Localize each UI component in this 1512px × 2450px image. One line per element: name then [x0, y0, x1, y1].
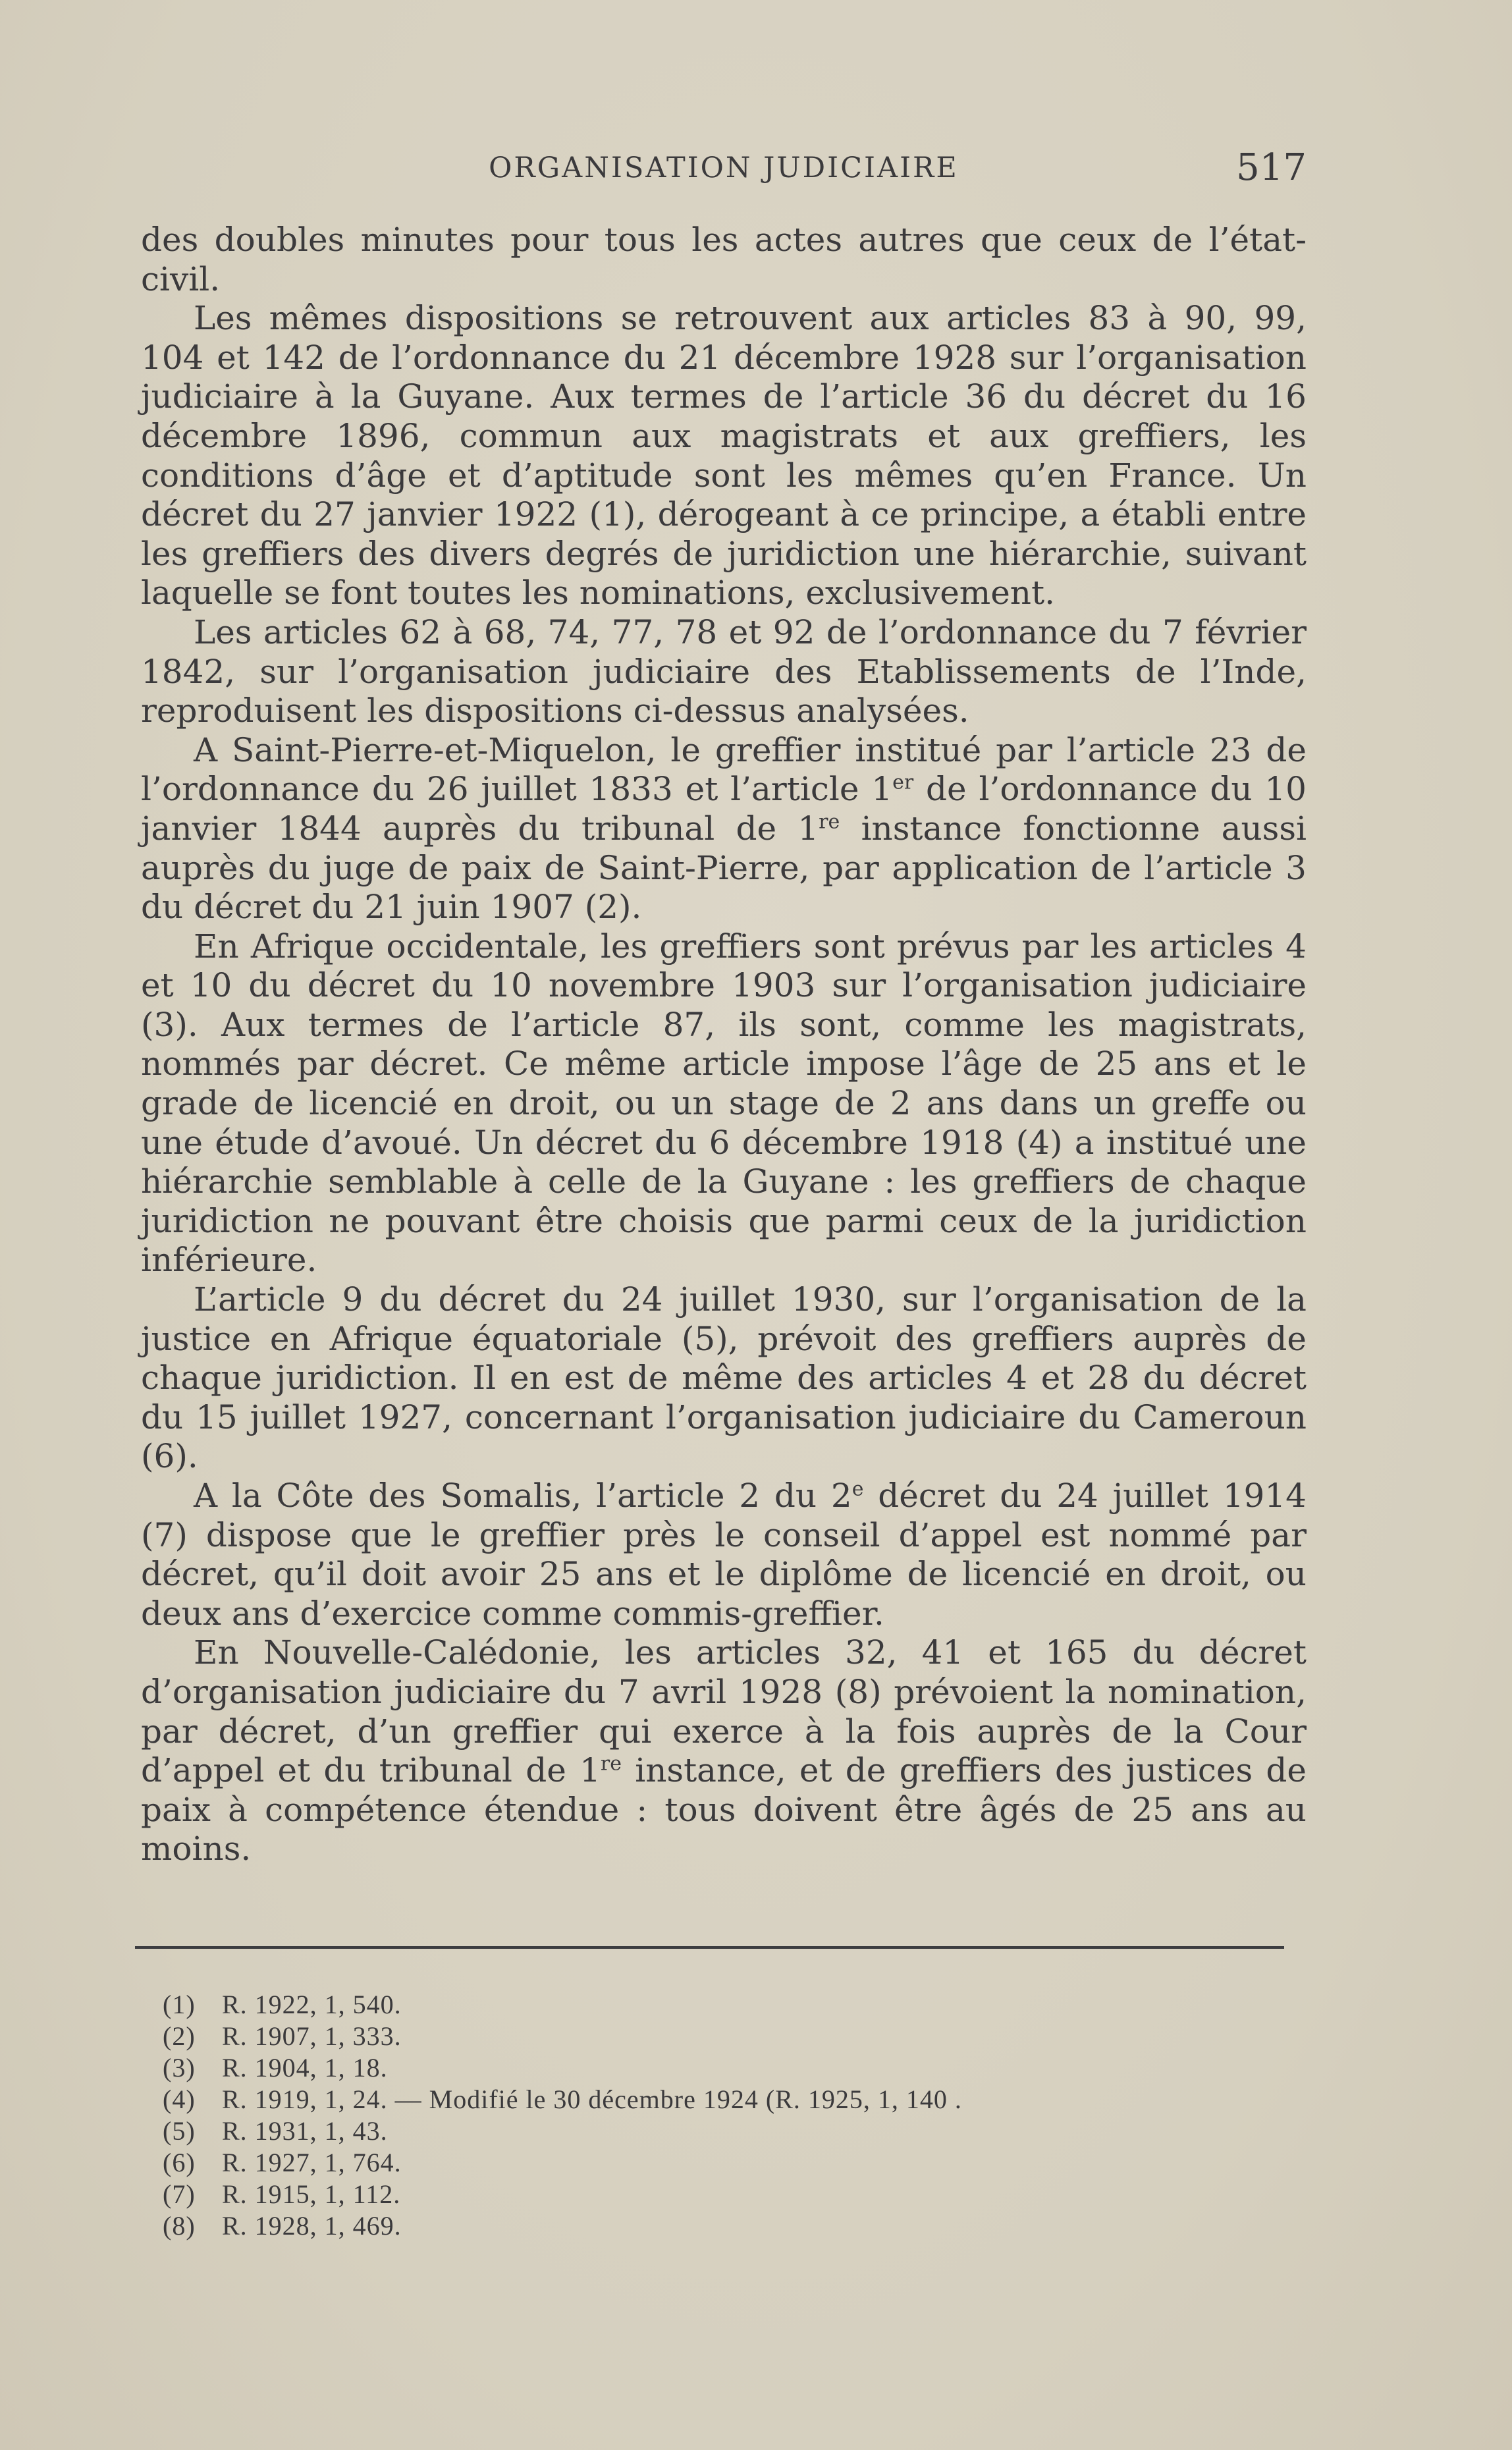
paragraph-text: décret du 24 juillet 1914 (7) dispose que le greffier près le conseil d’appel est nommé par décret, qu’il doit avoir 25 ans et le diplôme de licencié en droit, ou deux ans d’exercice comme commis-greffier. — [141, 1477, 1307, 1633]
paragraph-1 — [141, 221, 1307, 299]
footnotes — [163, 1989, 1282, 2242]
paragraph-text: En Afrique occidentale, les greffiers sont prévus par les articles 4 et 10 du décret du 10 novembre 1903 sur l’organisation judiciaire (3). Aux termes de l’article 87, ils sont, comme les magistrats, nommés par décret. Ce même article impose l’âge de 25 ans et le grade de licencié en droit, ou un stage de 2 ans dans un greffe ou une étude d’avoué. Un décret du 6 décembre 1918 (4) a institué une hiérarchie semblable à celle de la Guyane : les greffiers de chaque juridiction ne pouvant être choisis que parmi ceux de la juridiction inférieure. — [141, 927, 1307, 1280]
paragraph-text: instance fonctionne aussi auprès du juge de paix de Saint-Pierre, par application de l’article 3 du décret du 21 juin 1907 (2). — [141, 809, 1307, 927]
footnote-number: (1) — [163, 1990, 196, 2019]
footnote-number: (6) — [163, 2148, 196, 2177]
footnote-text: R. 1907, 1, 333. — [222, 2021, 402, 2051]
paragraph-text: des doubles minutes pour tous les actes autres que ceux de l’état-civil. — [141, 221, 1307, 298]
superscript: re — [819, 810, 840, 834]
superscript: re — [600, 1752, 622, 1776]
footnote — [163, 2084, 1282, 2115]
paragraph-text: de l’ordonnance du 10 janvier 1844 auprès du tribunal de 1 — [141, 770, 1307, 848]
superscript: er — [892, 771, 914, 794]
footnote — [163, 2115, 1282, 2147]
footnote-number: (8) — [163, 2211, 196, 2241]
footnote-text: R. 1922, 1, 540. — [222, 1990, 402, 2019]
paragraph-text: Les mêmes dispositions se retrouvent aux articles 83 à 90, 99, 104 et 142 de l’ordonnance du 21 décembre 1928 sur l’organisation judiciaire à la Guyane. Aux termes de l’article 36 du décret du 16 décembre 1896, commun aux magistrats et aux greffiers, les conditions d’âge et d’aptitude sont les mêmes qu’en France. Un décret du 27 janvier 1922 (1), dérogeant à ce principe, a établi entre les greffiers des divers degrés de juridiction une hiérarchie, suivant laquelle se font toutes les nominations, exclusivement. — [141, 299, 1307, 612]
footnote — [163, 2147, 1282, 2179]
running-title: ORGANISATION JUDICIAIRE — [489, 151, 959, 184]
footnote-number: (4) — [163, 2084, 196, 2114]
running-head — [141, 146, 1307, 192]
paragraph-2 — [141, 299, 1307, 613]
footnote — [163, 2021, 1282, 2052]
body-text — [141, 221, 1307, 1869]
paragraph-3 — [141, 613, 1307, 731]
footnote — [163, 1989, 1282, 2021]
footnote-text: R. 1904, 1, 18. — [222, 2053, 388, 2082]
footnote-number: (5) — [163, 2116, 196, 2146]
paragraph-5 — [141, 927, 1307, 1280]
footnote-text: R. 1931, 1, 43. — [222, 2116, 388, 2146]
footnote-text: R. 1928, 1, 469. — [222, 2211, 402, 2241]
paragraph-text: L’article 9 du décret du 24 juillet 1930, sur l’organisation de la justice en Afrique équatoriale (5), prévoit des greffiers auprès de chaque juridiction. Il en est de même des articles 4 et 28 du décret du 15 juillet 1927, concernant l’organisation judiciaire du Cameroun (6). — [141, 1280, 1307, 1476]
superscript: e — [851, 1477, 864, 1501]
footnote-number: (3) — [163, 2053, 196, 2082]
paragraph-text: A Saint-Pierre-et-Miquelon, le greffier institué par l’article 23 de l’ordonnance du 26 juillet 1833 et l’article 1 — [141, 730, 1307, 809]
footnote-number: (2) — [163, 2021, 196, 2051]
footnote-text: R. 1915, 1, 112. — [222, 2179, 401, 2209]
paragraph-8 — [141, 1633, 1307, 1869]
paragraph-text: En Nouvelle-Calédonie, les articles 32, 41 et 165 du décret d’organisation judiciaire du 7 avril 1928 (8) prévoient la nomination, par décret, d’un greffier qui exerce à la fois auprès de la Cour d’appel et du tribunal de 1 — [141, 1633, 1307, 1790]
paragraph-7 — [141, 1477, 1307, 1633]
paragraph-text: instance, et de greffiers des justices de paix à compétence étendue : tous doivent être âgés de 25 ans au moins. — [141, 1751, 1307, 1868]
footnote-rule — [135, 1946, 1284, 1949]
paragraph-text: Les articles 62 à 68, 74, 77, 78 et 92 de l’ordonnance du 7 février 1842, sur l’organisation judiciaire des Etablissements de l’Inde, reproduisent les dispositions ci-dessus analysées. — [141, 612, 1307, 730]
footnote — [163, 2179, 1282, 2210]
footnote-text: R. 1927, 1, 764. — [222, 2148, 402, 2177]
page-number: 517 — [1236, 146, 1307, 189]
paragraph-4 — [141, 731, 1307, 927]
footnote — [163, 2052, 1282, 2084]
footnote — [163, 2210, 1282, 2242]
footnote-number: (7) — [163, 2179, 196, 2209]
paragraph-6 — [141, 1280, 1307, 1477]
paragraph-text: A la Côte des Somalis, l’article 2 du 2 — [194, 1477, 852, 1515]
footnote-text: R. 1919, 1, 24. — Modifié le 30 décembre 1924 (R. 1925, 1, 140 . — [222, 2084, 962, 2114]
